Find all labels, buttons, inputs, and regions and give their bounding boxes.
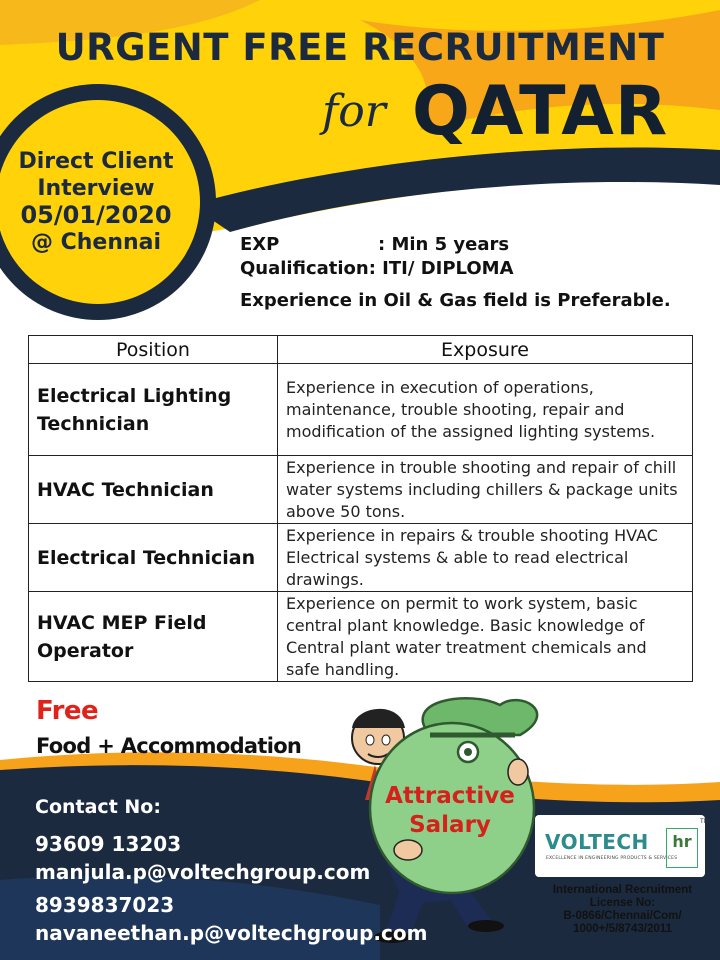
contact-email-1[interactable]: manjula.p@voltechgroup.com [35, 860, 371, 884]
interview-date: 05/01/2020 [20, 201, 172, 229]
position-cell: Electrical Lighting Technician [29, 364, 278, 456]
license-line1: International Recruitment [552, 884, 693, 896]
qualification-row [240, 258, 514, 279]
headline-for: for [322, 86, 386, 137]
food-accommodation: Food + Accommodation [36, 734, 302, 758]
positions-table [28, 335, 693, 682]
interview-badge [6, 148, 186, 256]
license-line4: 1000+/5/8743/2011 [573, 923, 672, 935]
trademark: TM [700, 818, 709, 825]
exposure-cell: Experience in trouble shooting and repair of chill water systems including chillers & package units above 50 tons. [278, 456, 693, 524]
exposure-cell: Experience in execution of operations, maintenance, trouble shooting, repair and modification of the assigned lighting systems. [278, 364, 693, 456]
interview-line2: Interview [37, 176, 155, 201]
salary-label [375, 782, 525, 840]
exp-row [240, 234, 509, 255]
position-cell: HVAC Technician [29, 456, 278, 524]
interview-line1: Direct Client [18, 149, 174, 174]
qualification-label: Qualification [240, 258, 369, 279]
contact-phone-1[interactable]: 93609 13203 [35, 832, 182, 856]
salary-line2: Salary [409, 812, 491, 838]
exposure-cell: Experience on permit to work system, basic central plant knowledge. Basic knowledge of Central plant water treatment chemicals and safe handling. [278, 592, 693, 682]
free-badge: Free [36, 696, 99, 726]
logo-tagline: EXCELLENCE IN ENGINEERING PRODUCTS & SERVICES [546, 856, 678, 861]
exposure-cell: Experience in repairs & trouble shooting HVAC Electrical systems & able to read electrical drawings. [278, 524, 693, 592]
qualification-value: : ITI/ DIPLOMA [368, 258, 514, 279]
position-cell: HVAC MEP Field Operator [29, 592, 278, 682]
table-row [29, 592, 693, 682]
headline-country: QATAR [412, 72, 669, 151]
license-line2: License No: [589, 897, 656, 909]
contact-email-2[interactable]: navaneethan.p@voltechgroup.com [35, 921, 428, 945]
col-exposure: Exposure [278, 336, 693, 364]
headline: URGENT FREE RECRUITMENT [55, 26, 665, 69]
interview-location: @ Chennai [30, 230, 162, 255]
hr-logo-icon: hr [666, 828, 698, 868]
table-row [29, 524, 693, 592]
table-row [29, 364, 693, 456]
license-info [535, 884, 710, 936]
exp-value: : Min 5 years [378, 234, 510, 255]
contact-phone-2[interactable]: 8939837023 [35, 893, 175, 917]
preference-note: Experience in Oil & Gas field is Preferable. [240, 290, 671, 311]
position-cell: Electrical Technician [29, 524, 278, 592]
table-row [29, 456, 693, 524]
salary-line1: Attractive [385, 783, 515, 809]
license-line3: B-0866/Chennai/Com/ [563, 910, 682, 922]
table-header-row [29, 336, 693, 364]
logo-name: VOLTECH [545, 830, 649, 854]
exp-label: EXP [240, 234, 280, 255]
contact-label: Contact No: [35, 796, 161, 818]
col-position: Position [29, 336, 278, 364]
